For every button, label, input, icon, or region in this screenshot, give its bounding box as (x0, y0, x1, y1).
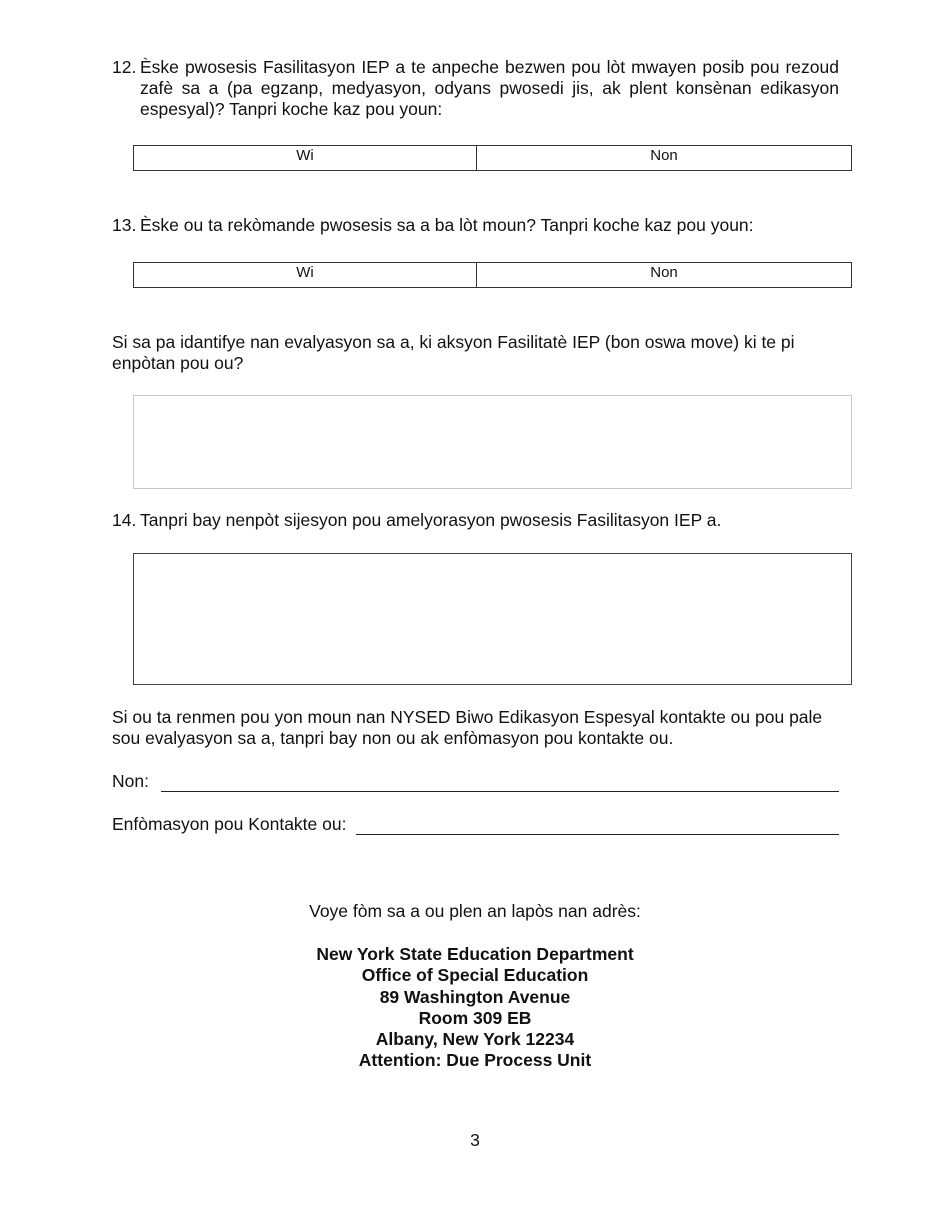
question-12-text: Èske pwosesis Fasilitasyon IEP a te anpeche bezwen pou lòt mwayen posib pou rezoud zafè sa a (pa egzanp, medyasyon, odyans pwosedi jis, ak plent konsènan edikasyon espesyal)? Tanpri koche kaz pou youn: (140, 57, 839, 119)
address-line: Office of Special Education (361, 965, 589, 986)
name-label: Non: (112, 771, 149, 791)
address-line: Albany, New York 12234 (375, 1029, 575, 1050)
name-row (112, 771, 839, 792)
name-field[interactable] (161, 775, 839, 792)
contact-info-label: Enfòmasyon pou Kontakte ou: (112, 814, 347, 834)
question-13-option-no[interactable]: Non (650, 264, 678, 281)
question-14-text: Tanpri bay nenpòt sijesyon pou amelyorasyon pwosesis Fasilitasyon IEP a. (140, 510, 722, 530)
followup-answer-box[interactable] (133, 395, 852, 489)
address-line: New York State Education Department (316, 944, 634, 964)
question-14-answer-box[interactable] (133, 553, 852, 685)
contact-info-field[interactable] (356, 818, 839, 835)
address-line: Attention: Due Process Unit (358, 1050, 592, 1071)
question-12-option-yes[interactable]: Wi (134, 146, 477, 170)
mailing-address (0, 944, 950, 1072)
question-13-text: Èske ou ta rekòmande pwosesis sa a ba lòt moun? Tanpri koche kaz pou youn: (140, 215, 754, 235)
question-12-option-no[interactable]: Non (650, 147, 678, 164)
address-line: Room 309 EB (418, 1007, 532, 1028)
followup-question-text: Si sa pa idantifye nan evalyasyon sa a, ki aksyon Fasilitatè IEP (bon oswa move) ki te pi enpòtan pou ou? (112, 332, 795, 373)
mail-instructions: Voye fòm sa a ou plen an lapòs nan adrès: (309, 901, 641, 921)
contact-info-row (112, 814, 839, 835)
question-14-number: 14. (112, 510, 137, 530)
question-12 (112, 57, 839, 120)
address-line: 89 Washington Avenue (379, 986, 571, 1007)
question-13-number: 13. (112, 215, 137, 235)
question-13-option-yes[interactable]: Wi (134, 263, 477, 287)
page-number: 3 (470, 1130, 480, 1150)
contact-request-text: Si ou ta renmen pou yon moun nan NYSED Biwo Edikasyon Espesyal kontakte ou pou pale sou evalyasyon sa a, tanpri bay non ou ak enfòmasyon pou kontakte ou. (112, 707, 823, 748)
question-13-choices (133, 262, 852, 288)
question-12-number: 12. (112, 57, 137, 77)
question-13 (112, 215, 839, 236)
question-12-choices (133, 145, 852, 171)
question-14 (112, 510, 839, 531)
